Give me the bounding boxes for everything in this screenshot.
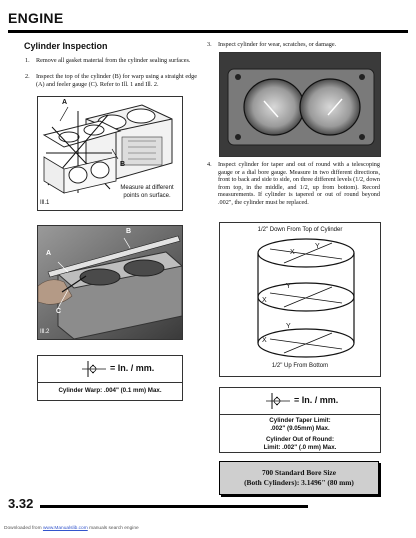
callout-b: B bbox=[126, 228, 132, 235]
step-number: 2. bbox=[25, 73, 30, 80]
cylinder-bore-photo-icon bbox=[220, 53, 380, 156]
step-text: Remove all gasket material from the cylinder sealing surfaces. bbox=[36, 57, 191, 64]
measurement-icon bbox=[266, 391, 292, 411]
standard-bore-size-box bbox=[219, 461, 379, 495]
diagram-top-label: 1/2" Down From Top of Cylinder bbox=[257, 227, 343, 233]
measurement-icon bbox=[82, 359, 108, 379]
page-header-title: ENGINE bbox=[8, 10, 64, 26]
step-4 bbox=[207, 161, 380, 207]
step-number: 3. bbox=[207, 41, 212, 48]
taper-spec-box bbox=[219, 387, 381, 453]
spec-divider bbox=[38, 382, 182, 383]
axis-x-label-bottom: X bbox=[262, 337, 267, 344]
bore-measurement-diagram bbox=[219, 222, 381, 377]
manualslib-link[interactable]: www.Manualslib.com bbox=[42, 526, 88, 531]
bore-size-line2: (Both Cylinders): 3.1496" (80 mm) bbox=[244, 478, 354, 487]
axis-x-label-top: X bbox=[290, 249, 295, 256]
step-number: 4. bbox=[207, 161, 212, 168]
ill1-label: Ill.1 bbox=[40, 200, 50, 206]
spec-divider bbox=[220, 414, 380, 415]
step-text: Inspect cylinder for wear, scratches, or damage. bbox=[218, 41, 337, 48]
cylinder-bore-photo bbox=[219, 52, 381, 157]
taper-limit-line2: .002" (9.05mm) Max. bbox=[270, 425, 330, 432]
feeler-gauge-photo-icon bbox=[38, 226, 182, 339]
out-of-round-line2: Limit: .002" (.0 mm) Max. bbox=[263, 444, 337, 451]
download-note-prefix: Downloaded from bbox=[4, 526, 43, 531]
step-1 bbox=[25, 57, 197, 65]
unit-label: = In. / mm. bbox=[110, 363, 155, 373]
bore-cylinder-icon bbox=[220, 235, 380, 359]
axis-x-label-mid: X bbox=[262, 297, 267, 304]
step-2 bbox=[25, 73, 197, 88]
callout-a: A bbox=[46, 250, 52, 257]
callout-b: B bbox=[120, 161, 126, 168]
ill1-caption bbox=[116, 184, 178, 200]
axis-y-label-top: Y bbox=[315, 243, 320, 250]
out-of-round-spec bbox=[220, 436, 380, 452]
step-text: Inspect cylinder for taper and out of round with a telescoping gauge or a dial bore gauge. Measure in two different directions, front to back and side to side, on three different levels (1/2, down from top, in the middle, and 1/2, up from bottom). Record measurements. If cylinder is tapered or out of round beyond .002", the cylinder must be replaced. bbox=[218, 161, 380, 206]
illustration-2 bbox=[37, 225, 183, 340]
ill2-label: Ill.2 bbox=[40, 329, 50, 335]
header-rule bbox=[8, 30, 408, 33]
callout-a: A bbox=[62, 99, 68, 106]
ill1-caption-line2: points on surface. bbox=[123, 193, 171, 199]
illustration-1 bbox=[37, 96, 183, 211]
bore-size-line1: 700 Standard Bore Size bbox=[262, 468, 336, 477]
warp-spec-box bbox=[37, 355, 183, 401]
taper-limit-line1: Cylinder Taper Limit: bbox=[269, 417, 331, 424]
footer-rule bbox=[40, 505, 308, 508]
step-number: 1. bbox=[25, 57, 30, 64]
page-number: 3.32 bbox=[8, 496, 34, 511]
download-note-suffix: manuals search engine bbox=[87, 526, 139, 531]
diagram-bottom-label: 1/2" Up From Bottom bbox=[271, 363, 329, 369]
cylinder-warp-spec: Cylinder Warp: .004" (0.1 mm) Max. bbox=[58, 387, 162, 394]
unit-label: = In. / mm. bbox=[294, 395, 339, 405]
ill1-caption-line1: Measure at different bbox=[120, 185, 174, 191]
download-note bbox=[4, 526, 139, 531]
axis-y-label-bottom: Y bbox=[286, 323, 291, 330]
section-title: Cylinder Inspection bbox=[24, 41, 108, 51]
step-text: Inspect the top of the cylinder (B) for warp using a straight edge (A) and feeler gauge (C). Refer to Ill. 1 and Ill. 2. bbox=[36, 73, 197, 88]
taper-limit-spec bbox=[220, 417, 380, 433]
step-3 bbox=[207, 41, 380, 49]
out-of-round-line1: Cylinder Out of Round: bbox=[265, 436, 335, 443]
callout-c: C bbox=[56, 308, 62, 315]
axis-y-label-mid: Y bbox=[286, 283, 291, 290]
